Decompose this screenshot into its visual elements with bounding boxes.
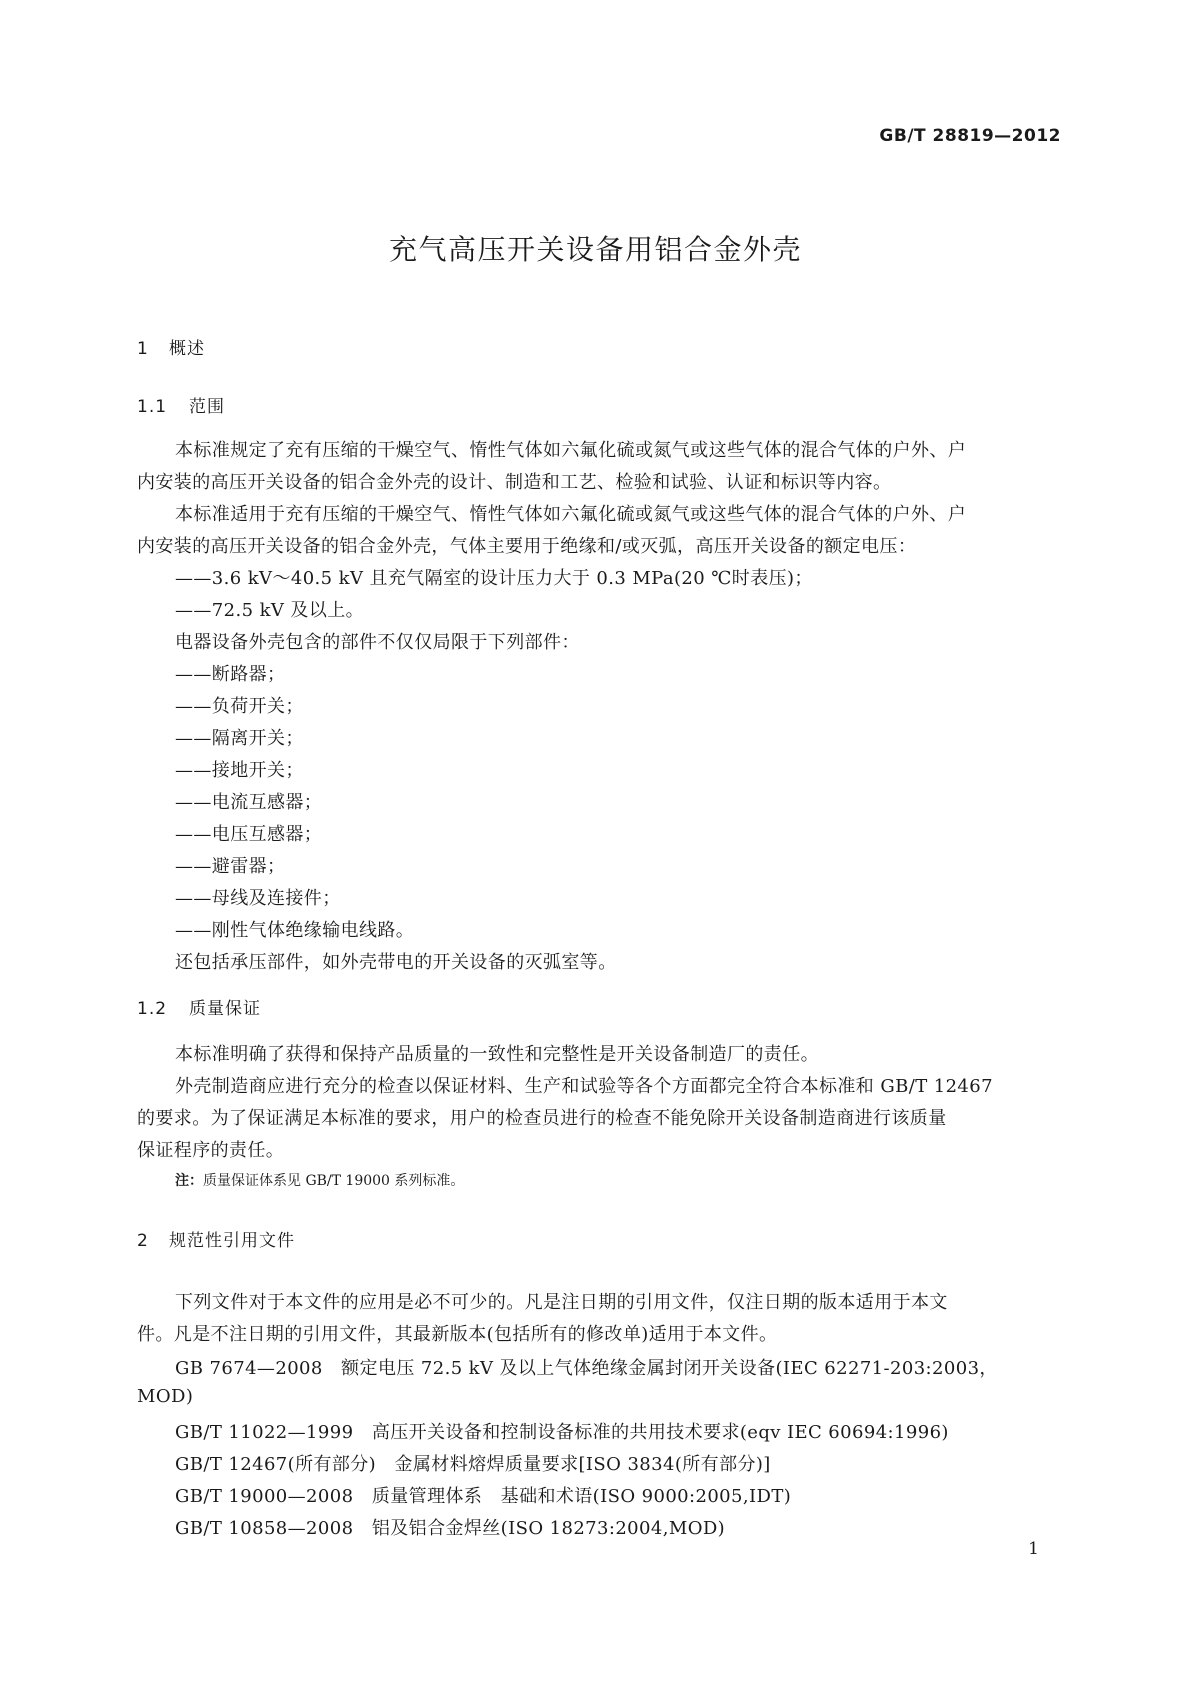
list-item: ——负荷开关； <box>175 696 304 717</box>
section-1-heading <box>137 334 205 359</box>
voltage-item: ——3.6 kV～40.5 kV 且充气隔室的设计压力大于 0.3 MPa(20 ℃时表压)； <box>175 568 813 589</box>
list-item: ——隔离开关； <box>175 728 304 749</box>
quality-note <box>175 1170 464 1190</box>
paragraph-line: 下列文件对于本文件的应用是必不可少的。凡是注日期的引用文件，仅注日期的版本适用于本文 <box>175 1292 948 1313</box>
document-title: 充气高压开关设备用铝合金外壳 <box>388 233 802 266</box>
paragraph-line: 本标准适用于充有压缩的干燥空气、惰性气体如六氟化硫或氮气或这些气体的混合气体的户外、户 <box>175 504 967 525</box>
section-title: 质量保证 <box>189 999 261 1019</box>
list-item: ——刚性气体绝缘输电线路。 <box>175 920 415 941</box>
standard-code: GB/T 28819—2012 <box>879 126 1061 146</box>
reference-item: GB/T 10858—2008 铝及铝合金焊丝(ISO 18273:2004,MOD) <box>175 1518 726 1539</box>
section-1-1-heading <box>137 392 225 417</box>
list-item: ——电压互感器； <box>175 824 323 845</box>
reference-item: GB 7674—2008 额定电压 72.5 kV 及以上气体绝缘金属封闭开关设备(IEC 62271-203:2003， <box>175 1358 998 1379</box>
paragraph-line: 保证程序的责任。 <box>137 1140 285 1161</box>
reference-item: GB/T 11022—1999 高压开关设备和控制设备标准的共用技术要求(eqv IEC 60694:1996) <box>175 1422 949 1443</box>
list-item: ——电流互感器； <box>175 792 323 813</box>
section-1-2-heading <box>137 994 261 1019</box>
list-item: ——避雷器； <box>175 856 286 877</box>
paragraph-line: 本标准明确了获得和保持产品质量的一致性和完整性是开关设备制造厂的责任。 <box>175 1044 819 1065</box>
paragraph-line: 的要求。为了保证满足本标准的要求，用户的检查员进行的检查不能免除开关设备制造商进行该质量 <box>137 1108 947 1129</box>
note-text: 质量保证体系见 GB/T 19000 系列标准。 <box>203 1173 465 1189</box>
paragraph-line: 外壳制造商应进行充分的检查以保证材料、生产和试验等各个方面都完全符合本标准和 GB/T 12467 <box>175 1076 993 1097</box>
section-title: 概述 <box>169 339 205 359</box>
parts-intro: 电器设备外壳包含的部件不仅仅局限于下列部件： <box>175 632 580 653</box>
section-number: 2 <box>137 1231 149 1251</box>
reference-item: GB/T 12467(所有部分) 金属材料熔焊质量要求[ISO 3834(所有部分)] <box>175 1454 771 1475</box>
section-2-heading <box>137 1226 295 1251</box>
paragraph-line: 件。凡是不注日期的引用文件，其最新版本(包括所有的修改单)适用于本文件。 <box>137 1324 778 1345</box>
list-item: ——断路器； <box>175 664 286 685</box>
section-number: 1 <box>137 339 149 359</box>
reference-item: GB/T 19000—2008 质量管理体系 基础和术语(ISO 9000:2005,IDT) <box>175 1486 792 1507</box>
reference-item: MOD) <box>137 1386 194 1407</box>
note-label: 注： <box>175 1173 203 1189</box>
paragraph-line: 本标准规定了充有压缩的干燥空气、惰性气体如六氟化硫或氮气或这些气体的混合气体的户外、户 <box>175 440 967 461</box>
section-number: 1.2 <box>137 999 168 1019</box>
paragraph-line: 内安装的高压开关设备的铝合金外壳的设计、制造和工艺、检验和试验、认证和标识等内容。 <box>137 472 892 493</box>
paragraph-line: 还包括承压部件，如外壳带电的开关设备的灭弧室等。 <box>175 952 617 973</box>
section-title: 规范性引用文件 <box>169 1231 295 1251</box>
list-item: ——接地开关； <box>175 760 304 781</box>
paragraph-line: 内安装的高压开关设备的铝合金外壳，气体主要用于绝缘和/或灭弧，高压开关设备的额定电压： <box>137 536 917 557</box>
section-title: 范围 <box>189 397 225 417</box>
section-number: 1.1 <box>137 397 168 417</box>
voltage-item: ——72.5 kV 及以上。 <box>175 600 365 621</box>
page-number: 1 <box>1028 1539 1039 1559</box>
list-item: ——母线及连接件； <box>175 888 341 909</box>
